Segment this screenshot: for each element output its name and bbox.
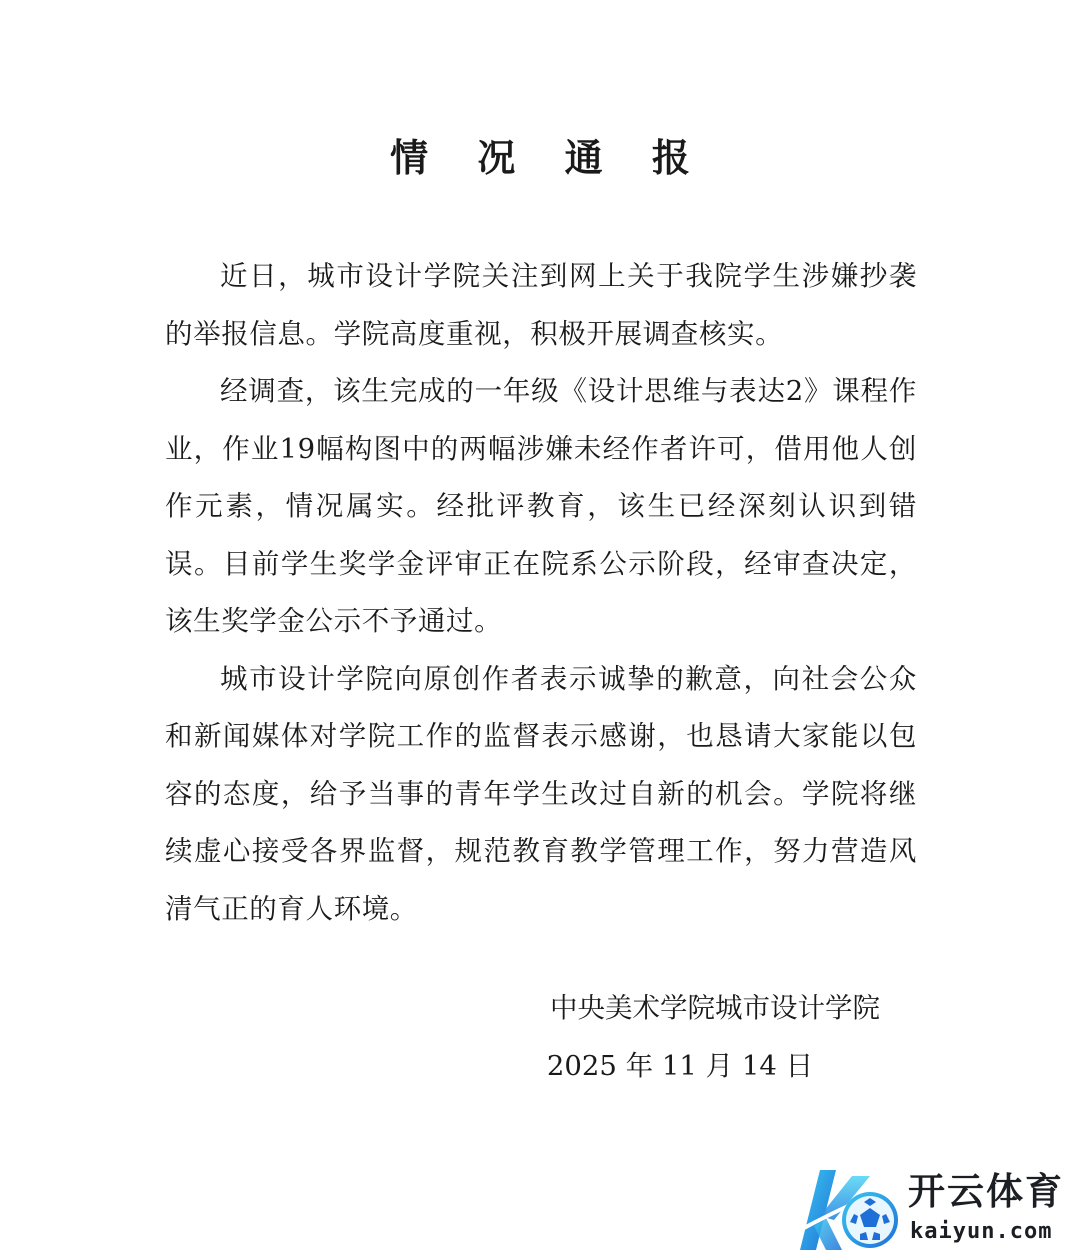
brand-watermark bbox=[790, 1158, 1080, 1258]
brand-name: 开云体育 bbox=[908, 1170, 1064, 1213]
paragraph-3: 城市设计学院向原创作者表示诚挚的歉意，向社会公众和新闻媒体对学院工作的监督表示感谢，也恳请大家能以包容的态度，给予当事的青年学生改过自新的机会。学院将继续虚心接受各界监督，规范教育教学管理工作，努力营造风清气正的育人环境。 bbox=[165, 662, 917, 925]
signature-organization: 中央美术学院城市设计学院 bbox=[550, 992, 880, 1024]
signature-date: 2025 年 11 月 14 日 bbox=[546, 1050, 814, 1082]
notice-body bbox=[165, 248, 917, 938]
page-title: 情 况 通 报 bbox=[390, 136, 708, 180]
k-soccer-ball-logo-icon bbox=[790, 1158, 902, 1258]
paragraph-1: 近日，城市设计学院关注到网上关于我院学生涉嫌抄袭的举报信息。学院高度重视，积极开展调查核实。 bbox=[165, 260, 917, 350]
brand-url: kaiyun.com bbox=[910, 1219, 1053, 1244]
paragraph-2: 经调查，该生完成的一年级《设计思维与表达2》课程作业，作业19幅构图中的两幅涉嫌未经作者许可，借用他人创作元素，情况属实。经批评教育，该生已经深刻认识到错误。目前学生奖学金评审正在院系公示阶段，经审查决定，该生奖学金公示不予通过。 bbox=[165, 375, 917, 637]
